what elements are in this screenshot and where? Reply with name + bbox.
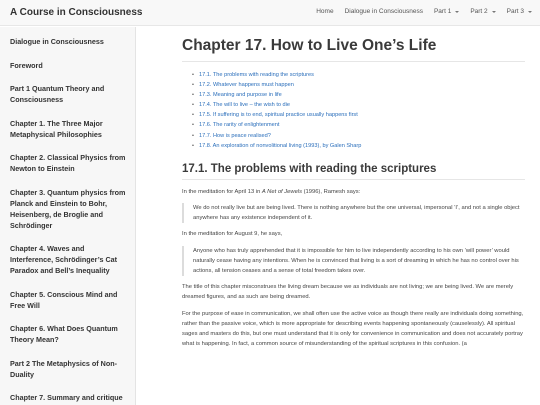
intro-paragraph: [182, 187, 525, 197]
caret-down-icon: [492, 11, 496, 13]
nav-part2-dropdown[interactable]: [470, 8, 495, 15]
toc-link-17-7[interactable]: • 17.7. How is peace realised?: [192, 131, 525, 141]
sidebar-item-part2[interactable]: Part 2 The Metaphysics of Non-Duality: [10, 358, 118, 379]
nav-home-link[interactable]: [316, 8, 333, 15]
body-paragraph: For the purpose of ease in communication, we shall often use the active voice as though there really are individuals doing something, rather than the passive voice, which is more appropriate for describing events happening spontaneously (causelessly). All spiritual sages and masters do this, but one must understand that it is only for convenience in communication and does not accurately portray what is happening. In fact, a common source of misunderstanding of the spiritual scriptures in this confusion. (a: [182, 310, 524, 348]
blockquote-april-13: We do not really live but are being lived. There is nothing anywhere but the one universal, impersonal ‘I’, and not a single object anywhere has any existence independent of it.: [182, 203, 525, 223]
nav-part1-dropdown[interactable]: [434, 8, 459, 15]
sidebar-item-foreword[interactable]: Foreword: [10, 60, 43, 70]
sidebar-item-chapter2[interactable]: Chapter 2. Classical Physics from Newton to Einstein: [10, 153, 126, 173]
sidebar-item-chapter3[interactable]: Chapter 3. Quantum physics from Planck and Einstein to Bohr, Heisenberg, de Broglie and Schrödinger: [10, 187, 126, 230]
blockquote-august-9: Anyone who has truly apprehended that it is impossible for him to live independently according to his own ‘will power’ would naturally cease having any intentions. When he is convinced that living is a sort of dreaming in which he has no control over his actions, all tension ceases and a sense of total freedom takes over.: [182, 246, 525, 277]
nav-dialogue-link[interactable]: [345, 8, 423, 15]
sidebar: [0, 27, 136, 405]
toc-link-17-8[interactable]: • 17.8. An exploration of nonvolitional living (1993), by Galen Sharp: [192, 141, 525, 151]
intro-paragraph-2: In the meditation for August 9, he says,: [182, 231, 283, 238]
sidebar-item-chapter7[interactable]: Chapter 7. Summary and critique: [10, 393, 123, 402]
toc-link-17-3[interactable]: • 17.3. Meaning and purpose in life: [192, 90, 525, 100]
sidebar-item-chapter5[interactable]: Chapter 5. Conscious Mind and Free Will: [10, 289, 118, 310]
toc-link-17-1[interactable]: • 17.1. The problems with reading the scriptures: [192, 70, 525, 80]
title-divider: [182, 61, 525, 62]
page-title: Chapter 17. How to Live One’s Life: [182, 37, 437, 54]
nav-part3-dropdown[interactable]: [507, 8, 532, 15]
book-title: A Net of Jewels: [261, 188, 302, 195]
chapter-toc: [192, 70, 525, 151]
intro-text-after: (1996), Ramesh says:: [301, 188, 361, 195]
top-nav: [316, 8, 532, 15]
nav-dialogue-label: Dialogue in Consciousness: [344, 8, 423, 15]
intro-text-before: In the meditation for April 13 in: [182, 188, 262, 195]
nav-part3-label: Part 3: [506, 8, 524, 15]
toc-link-17-5[interactable]: • 17.5. If suffering is to end, spiritual practice usually happens first: [192, 110, 525, 120]
sidebar-item-dialogue[interactable]: Dialogue in Consciousness: [10, 37, 104, 46]
top-navbar: [0, 0, 540, 26]
toc-link-17-6[interactable]: • 17.6. The rarity of enlightenment: [192, 120, 525, 130]
sidebar-item-chapter4[interactable]: Chapter 4. Waves and Interference, Schrödinger’s Cat Paradox and Bell’s Inequality: [10, 244, 118, 275]
body-paragraph: The title of this chapter misconstrues the living dream because we as individuals are not living; we are being lived. We are merely dreamed figures, and as such are being dreamed.: [182, 284, 514, 301]
sidebar-item-part1[interactable]: Part 1 Quantum Theory and Consciousness: [10, 84, 105, 104]
main-content: [137, 27, 540, 405]
section-divider: [182, 179, 525, 180]
site-brand[interactable]: A Course in Consciousness: [10, 7, 143, 18]
caret-down-icon: [528, 11, 532, 13]
nav-part2-label: Part 2: [470, 8, 488, 15]
toc-link-17-4[interactable]: • 17.4. The will to live – the wish to die: [192, 100, 525, 110]
sidebar-item-chapter6[interactable]: Chapter 6. What Does Quantum Theory Mean?: [10, 324, 118, 344]
toc-link-17-2[interactable]: • 17.2. Whatever happens must happen: [192, 80, 525, 90]
caret-down-icon: [455, 11, 459, 13]
nav-part1-label: Part 1: [433, 8, 452, 15]
sidebar-item-chapter1[interactable]: Chapter 1. The Three Major Metaphysical Philosophies: [10, 118, 103, 139]
nav-home-label: Home: [316, 8, 334, 15]
section-heading: 17.1. The problems with reading the scriptures: [182, 162, 437, 175]
